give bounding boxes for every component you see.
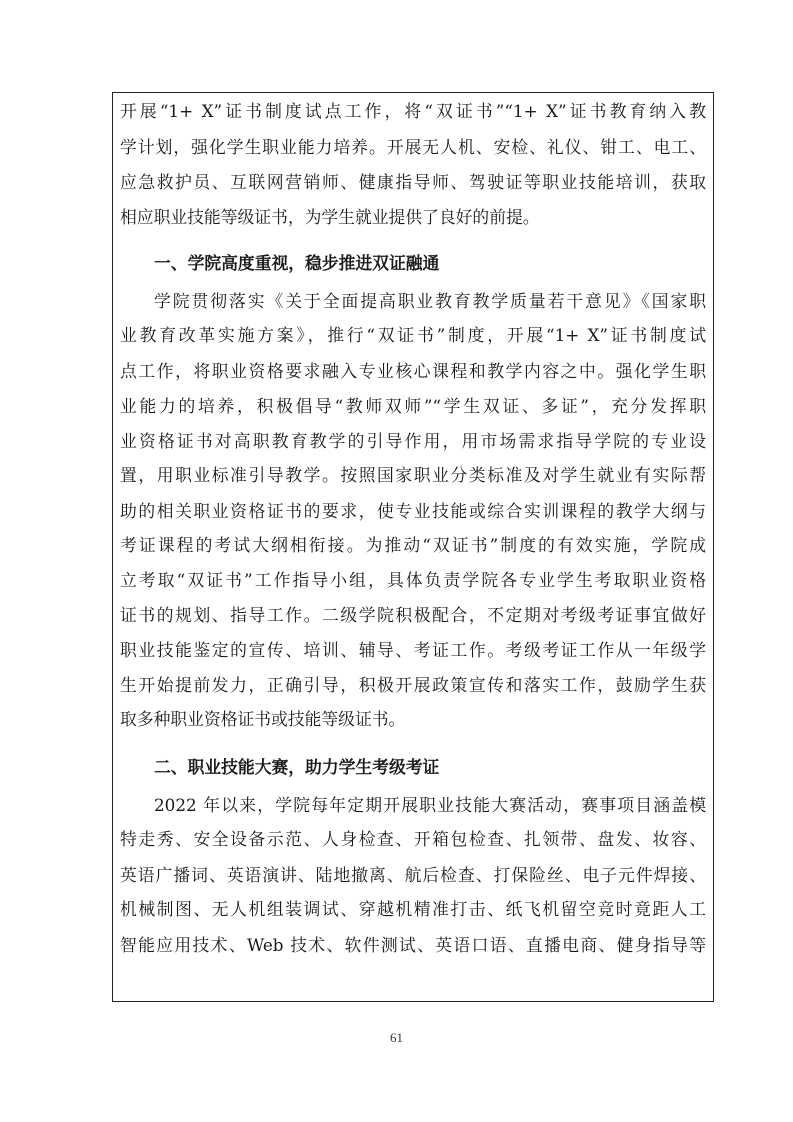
paragraph-line: 置，用职业标准引导教学。按照国家职业分类标准及对学生就业有实际帮	[120, 465, 706, 485]
paragraph-line: 取多种职业资格证书或技能等级证书。	[120, 709, 406, 729]
paragraph-line: 2022 年以来，学院每年定期开展职业技能大赛活动，赛事项目涵盖模	[154, 795, 706, 815]
page-number: 61	[390, 1030, 403, 1045]
paragraph-line: 应急救护员、互联网营销师、健康指导师、驾驶证等职业技能培训，获取	[120, 172, 706, 192]
paragraph-line: 考证课程的考试大纲相衔接。为推动“双证书”制度的有效实施，学院成	[120, 535, 706, 555]
paragraph-line: 学院贯彻落实《关于全面提高职业教育教学质量若干意见》《国家职	[154, 291, 706, 311]
paragraph-line: 特走秀、安全设备示范、人身检查、开箱包检查、扎领带、盘发、妆容、	[120, 829, 706, 849]
paragraph-line: 学计划，强化学生职业能力培养。开展无人机、安检、礼仪、钳工、电工、	[120, 137, 706, 157]
paragraph-line: 业资格证书对高职教育教学的引导作用，用市场需求指导学院的专业设	[120, 431, 706, 451]
paragraph-line: 立考取“双证书”工作指导小组，具体负责学院各专业学生考取职业资格	[120, 570, 706, 590]
paragraph-line: 助的相关职业资格证书的要求，使专业技能或综合实训课程的教学大纲与	[120, 501, 706, 521]
paragraph-line: 职业技能鉴定的宣传、培训、辅导、考证工作。考级考证工作从一年级学	[120, 640, 706, 660]
paragraph-line: 生开始提前发力，正确引导，积极开展政策宣传和落实工作，鼓励学生获	[120, 675, 706, 695]
paragraph-line: 机械制图、无人机组装调试、穿越机精准打击、纸飞机留空竞时竟距人工	[120, 899, 706, 919]
paragraph-line: 证书的规划、指导工作。二级学院积极配合，不定期对考级考证事宜做好	[120, 605, 706, 625]
paragraph-line: 开展“1+ X”证书制度试点工作，将“双证书”“1+ X”证书教育纳入教	[120, 101, 706, 121]
paragraph-line: 业能力的培养，积极倡导“教师双师”“学生双证、多证”，充分发挥职	[120, 396, 706, 416]
paragraph-line: 点工作，将职业资格要求融入专业核心课程和教学内容之中。强化学生职	[120, 361, 706, 381]
paragraph-line: 英语广播词、英语演讲、陆地撤离、航后检查、打保险丝、电子元件焊接、	[120, 865, 706, 885]
paragraph-line: 智能应用技术、Web 技术、软件测试、英语口语、直播电商、健身指导等	[120, 935, 706, 955]
paragraph-line: 业教育改革实施方案》，推行“双证书”制度，开展“1+ X”证书制度试	[120, 325, 706, 345]
paragraph-line: 相应职业技能等级证书，为学生就业提供了良好的前提。	[120, 207, 540, 227]
section-heading-1: 一、学院高度重视，稳步推进双证融通	[154, 253, 440, 273]
section-heading-2: 二、职业技能大赛，助力学生考级考证	[154, 757, 440, 777]
